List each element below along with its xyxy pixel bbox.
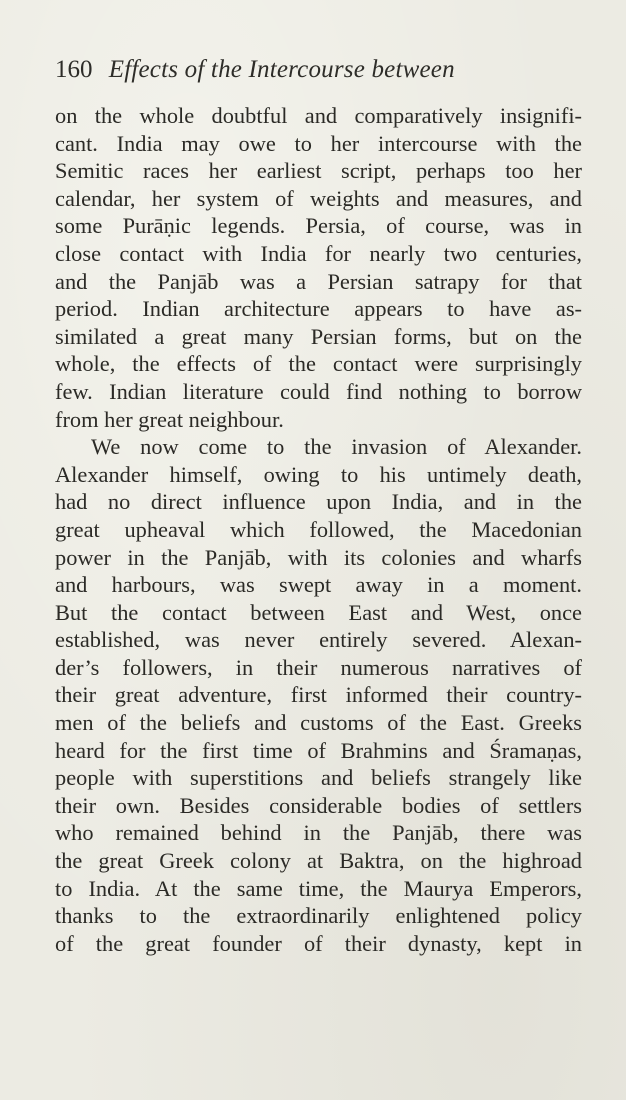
text-line: of the great founder of their dynasty, kept in xyxy=(55,930,582,956)
text-line: established, was never entirely severed. Alexan- xyxy=(55,627,582,653)
text-line: cant. India may owe to her intercourse with the xyxy=(55,130,582,156)
text-line: and the Panjāb was a Persian satrapy for that xyxy=(55,268,582,294)
text-line: close contact with India for nearly two centuries, xyxy=(55,240,582,266)
text-line: to India. At the same time, the Maurya Emperors, xyxy=(55,875,582,901)
body-text xyxy=(55,102,582,957)
text-line: similated a great many Persian forms, but on the xyxy=(55,323,582,349)
text-line: men of the beliefs and customs of the East. Greeks xyxy=(55,710,582,736)
text-line: few. Indian literature could find nothing to borrow xyxy=(55,378,582,404)
text-line: their own. Besides considerable bodies of settlers xyxy=(55,792,582,818)
text-line: But the contact between East and West, once xyxy=(55,599,582,625)
text-line: the great Greek colony at Baktra, on the highroad xyxy=(55,848,582,874)
paragraph-start-line: We now come to the invasion of Alexander. xyxy=(91,434,582,460)
text-line: who remained behind in the Panjāb, there was xyxy=(55,820,582,846)
text-line: some Purāṇic legends. Persia, of course, was in xyxy=(55,213,582,239)
text-line: Semitic races her earliest script, perhaps too her xyxy=(55,158,582,184)
text-line: had no direct influence upon India, and in the xyxy=(55,489,582,515)
text-line: thanks to the extraordinarily enlightened policy xyxy=(55,903,582,929)
text-line: and harbours, was swept away in a moment. xyxy=(55,572,582,598)
text-line: period. Indian architecture appears to have as- xyxy=(55,296,582,322)
text-line: great upheaval which followed, the Macedonian xyxy=(55,516,582,542)
text-line: whole, the effects of the contact were surprisingly xyxy=(55,351,582,377)
page-number: 160 xyxy=(55,56,93,83)
text-line: heard for the first time of Brahmins and Śramaṇas, xyxy=(55,737,582,763)
text-line: their great adventure, first informed their country- xyxy=(55,682,582,708)
text-line: der’s followers, in their numerous narratives of xyxy=(55,654,582,680)
running-head xyxy=(55,50,575,90)
paragraph-end-line: from her great neighbour. xyxy=(55,406,284,432)
text-line: power in the Panjāb, with its colonies and wharfs xyxy=(55,544,582,570)
text-line: calendar, her system of weights and measures, and xyxy=(55,185,582,211)
text-line: on the whole doubtful and comparatively insignifi- xyxy=(55,103,582,128)
running-title: Effects of the Intercourse between xyxy=(108,56,455,83)
text-line: people with superstitions and beliefs strangely like xyxy=(55,765,582,791)
text-line: Alexander himself, owing to his untimely death, xyxy=(55,461,582,487)
